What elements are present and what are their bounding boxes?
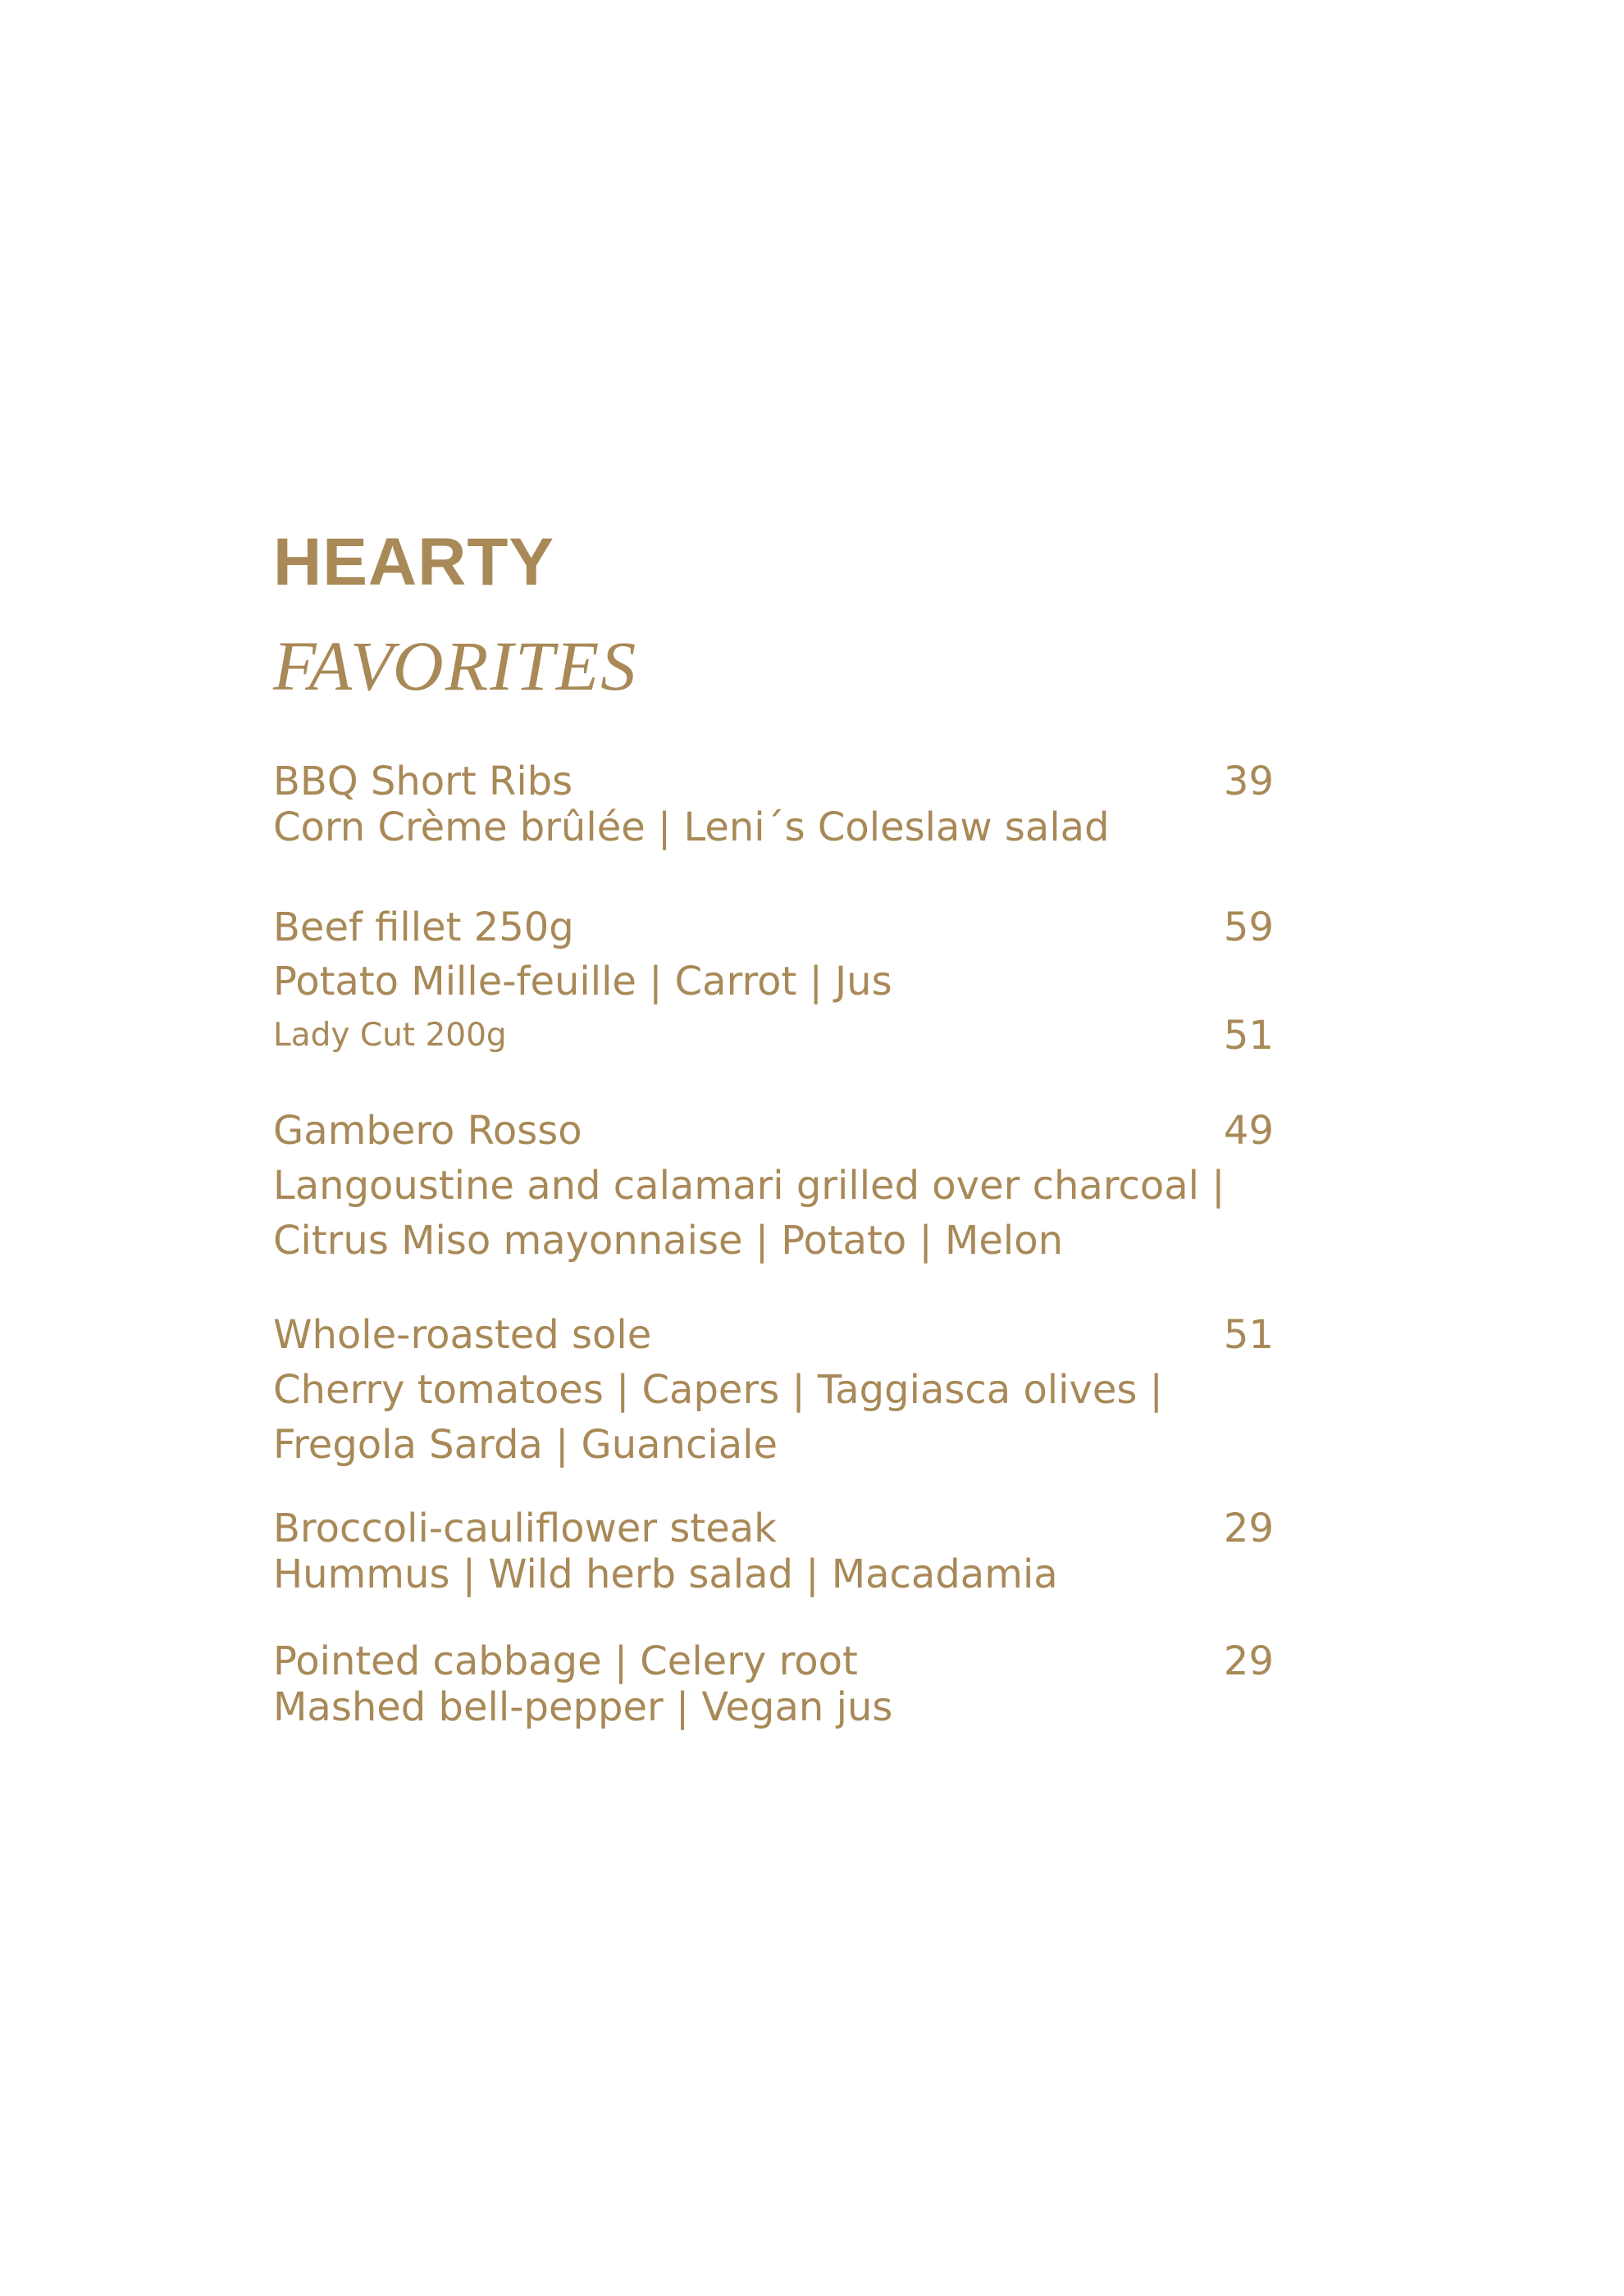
- menu-item-beef-fillet: [273, 904, 1274, 1059]
- menu-item-description: Langoustine and calamari grilled over charcoal |: [273, 1163, 1225, 1209]
- menu-item-name: Pointed cabbage | Celery root: [273, 1638, 858, 1684]
- menu-item-description: Hummus | Wild herb salad | Macadamia: [273, 1551, 1058, 1597]
- menu-item-name: Broccoli-cauliflower steak: [273, 1506, 777, 1551]
- menu-item-name: Whole-roasted sole: [273, 1312, 652, 1358]
- menu-item-description: Mashed bell-pepper | Vegan jus: [273, 1684, 893, 1730]
- menu-item-price: 29: [1223, 1638, 1274, 1684]
- menu-item-description: Potato Mille-feuille | Carrot | Jus: [273, 959, 892, 1004]
- menu-item-name: Beef fillet 250g: [273, 904, 574, 950]
- menu-item-variant-name: Lady Cut 200g: [273, 1017, 507, 1054]
- menu-item-broccoli-cauliflower-steak: [273, 1506, 1274, 1597]
- menu-item-price: 39: [1223, 758, 1274, 804]
- menu-item-pointed-cabbage: [273, 1638, 1274, 1730]
- menu-item-variant-price: 51: [1223, 1013, 1274, 1059]
- menu-item-bbq-short-ribs: [273, 758, 1274, 850]
- menu-item-gambero-rosso: [273, 1108, 1274, 1264]
- menu-item-description: Fregola Sarda | Guanciale: [273, 1422, 778, 1468]
- menu-item-description: Corn Crème brûlée | Leni´s Coleslaw salad: [273, 804, 1110, 850]
- menu-item-description: Citrus Miso mayonnaise | Potato | Melon: [273, 1218, 1064, 1264]
- menu-item-price: 51: [1223, 1312, 1274, 1358]
- menu-item-description: Cherry tomatoes | Capers | Taggiasca olives |: [273, 1367, 1163, 1413]
- menu-item-price: 29: [1223, 1506, 1274, 1551]
- menu-heading-hearty: HEARTY: [273, 525, 555, 599]
- menu-item-name: Gambero Rosso: [273, 1108, 582, 1154]
- menu-heading-favorites: FAVORITES: [273, 626, 638, 705]
- menu-item-price: 59: [1223, 904, 1274, 950]
- menu-item-price: 49: [1223, 1108, 1274, 1154]
- menu-item-name: BBQ Short Ribs: [273, 758, 573, 804]
- menu-item-whole-roasted-sole: [273, 1312, 1274, 1468]
